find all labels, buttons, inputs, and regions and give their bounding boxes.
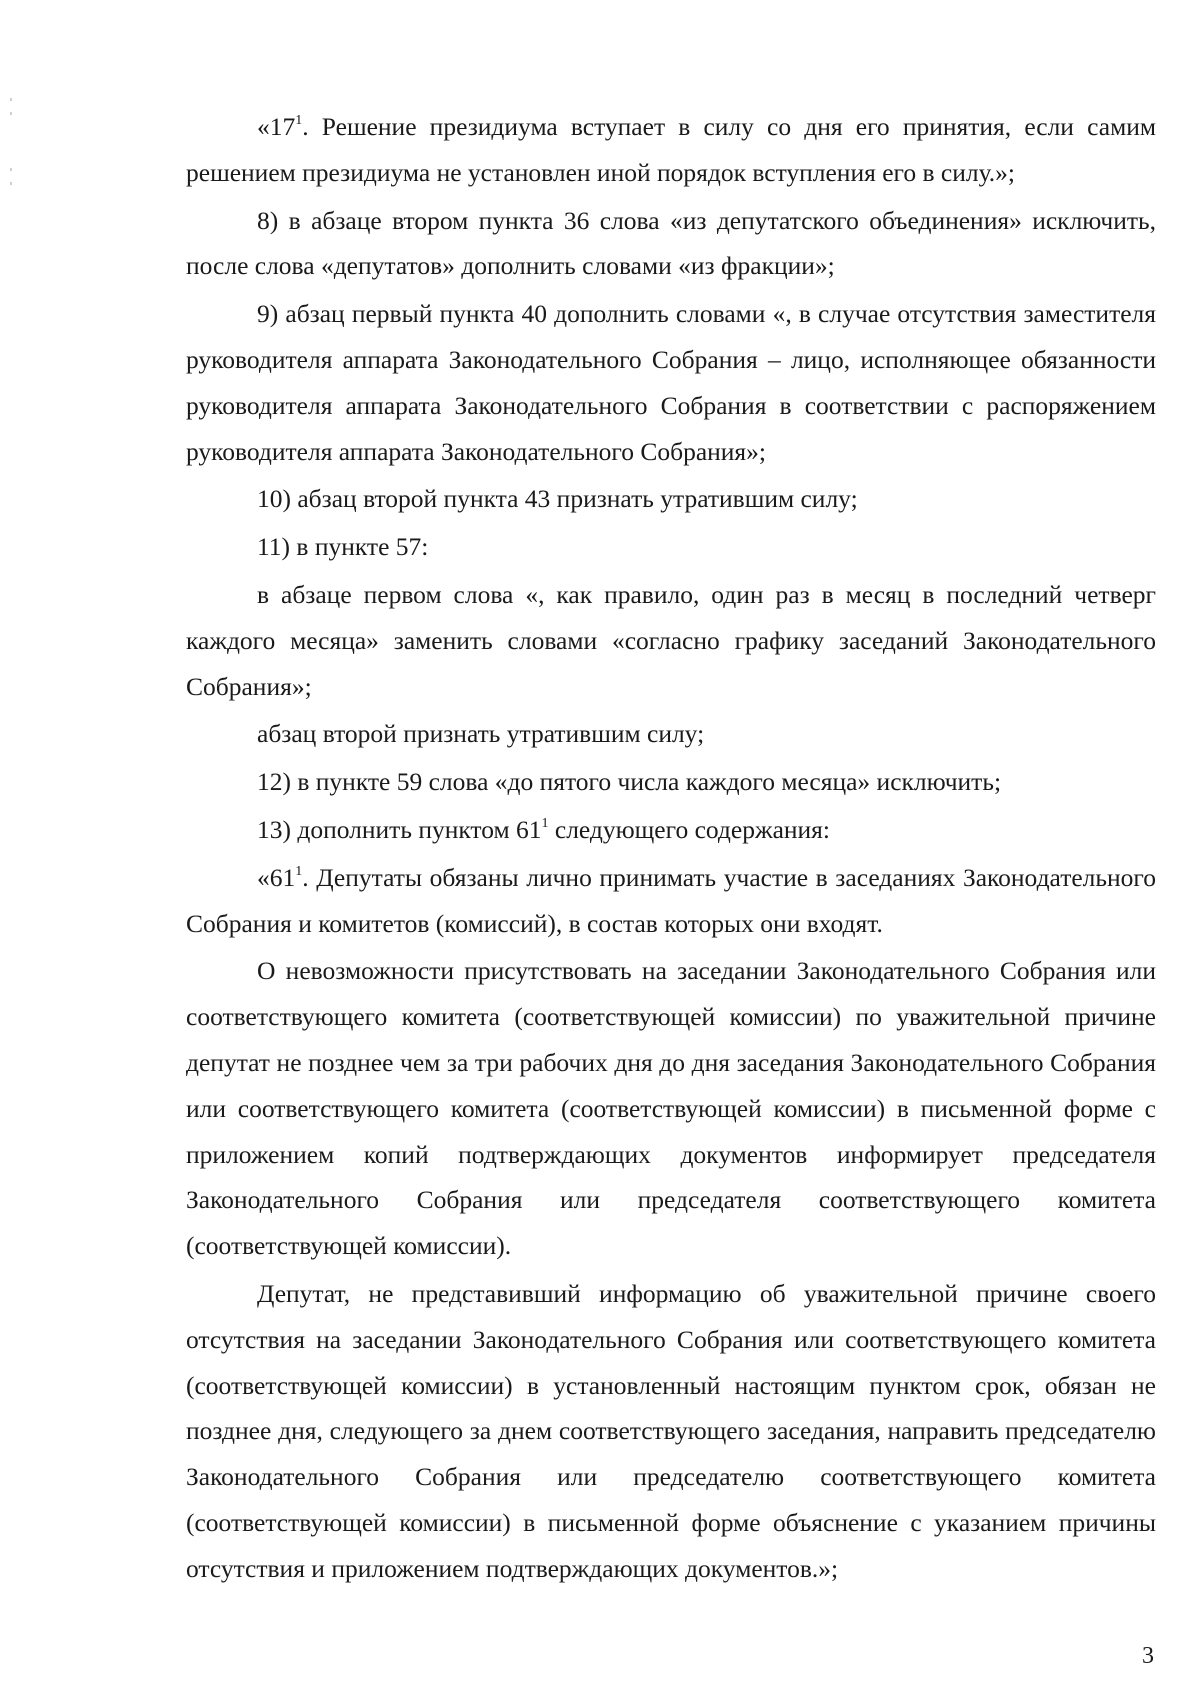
paragraph: абзац второй признать утратившим силу; xyxy=(257,719,705,749)
paragraph: «$61^1$. Депутаты обязаны лично принимать участие в заседаниях Законодательного Собрания и комитетов (комиссий), в состав которых они входят. xyxy=(186,862,1156,938)
paragraph: Депутат, не представивший информацию об уважительной причине своего отсутствия на заседании Законодательного Собрания или соответствующего комитета (соответствующей комиссии) в установленный настоящим пунктом срок, обязан не позднее дня, следующего за днем соответствующего заседания, направить председателю Законодательного Собрания или председателю соответствующего комитета (соответствующей комиссии) в письменной форме объяснение с указанием причины отсутствия и приложением подтверждающих документов.»; xyxy=(186,1278,1156,1583)
paragraph: 8) в абзаце втором пункта 36 слова «из депутатского объединения» исключить, после слова «депутатов» дополнить словами «из фракции»; xyxy=(186,205,1156,281)
paragraph: 12) в пункте 59 слова «до пятого числа каждого месяца» исключить; xyxy=(257,767,1002,797)
scan-artifact xyxy=(10,98,12,101)
paragraph: 9) абзац первый пункта 40 дополнить словами «, в случае отсутствия заместителя руководителя аппарата Законодательного Собрания – лицо, исполняющее обязанности руководителя аппарата Законодательного Собрания в соответствии с распоряжением руководителя аппарата Законодательного Собрания»; xyxy=(186,299,1156,466)
scan-artifact xyxy=(10,182,12,185)
scan-artifact xyxy=(10,112,12,115)
paragraph: О невозможности присутствовать на заседании Законодательного Собрания или соответствующего комитета (соответствующей комиссии) по уважительной причине депутат не позднее чем за три рабочих дня до дня заседания Законодательного Собрания или соответствующего комитета (соответствующей комиссии) в письменной форме с приложением копий подтверждающих документов информирует председателя Законодательного Собрания или председателя соответствующего комитета (соответствующей комиссии). xyxy=(186,956,1156,1261)
paragraph: 13) дополнить пунктом $61^1$ следующего содержания: xyxy=(257,814,830,844)
paragraph: в абзаце первом слова «, как правило, один раз в месяц в последний четверг каждого месяца» заменить словами «согласно графику заседаний Законодательного Собрания»; xyxy=(186,579,1156,701)
scan-artifact xyxy=(10,168,12,171)
paragraph: 10) абзац второй пункта 43 признать утратившим силу; xyxy=(257,484,858,514)
paragraph: 11) в пункте 57: xyxy=(257,532,429,562)
page-number: 3 xyxy=(1142,1643,1154,1669)
document-body xyxy=(186,104,1156,1592)
paragraph: «$17^1$. Решение президиума вступает в силу со дня его принятия, если самим решением президиума не установлен иной порядок вступления его в силу.»; xyxy=(186,112,1156,187)
